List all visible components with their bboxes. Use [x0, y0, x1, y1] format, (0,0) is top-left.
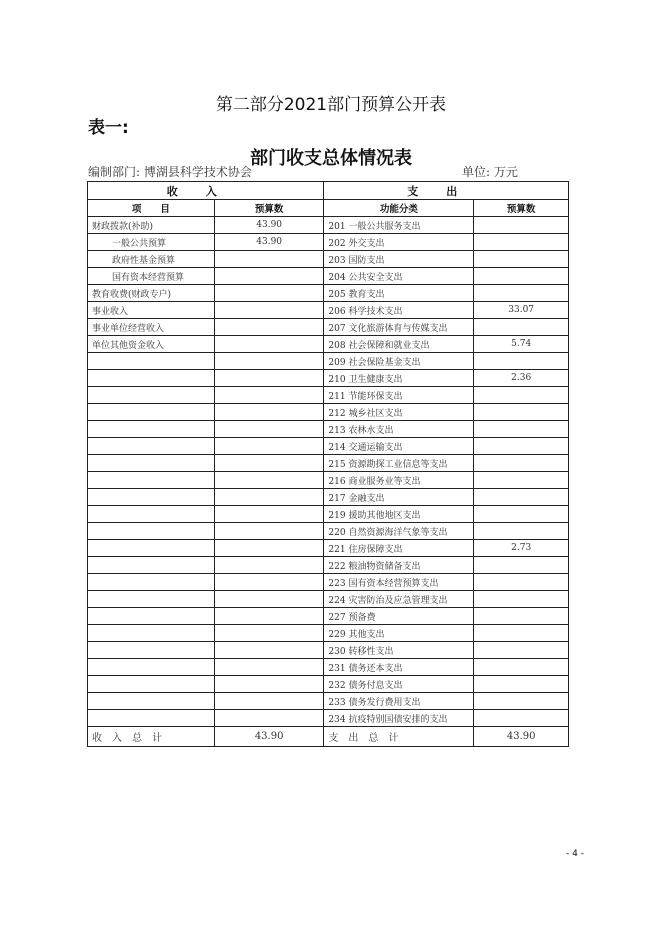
income-value	[214, 472, 324, 489]
expense-item: 220 自然资源海洋气象等支出	[324, 523, 474, 540]
expense-item: 229 其他支出	[324, 625, 474, 642]
section-label: 表一:	[88, 118, 129, 138]
expense-item: 209 社会保险基金支出	[324, 353, 474, 370]
unit-label: 单位: 万元	[462, 165, 518, 179]
expense-value	[474, 574, 569, 591]
expense-value	[474, 421, 569, 438]
expense-value	[474, 523, 569, 540]
table-row	[88, 506, 569, 523]
page-number: - 4 -	[566, 849, 584, 859]
expense-item: 206 科学技术支出	[324, 302, 474, 319]
income-total-value: 43.90	[214, 727, 324, 747]
expense-item: 222 粮油物资储备支出	[324, 557, 474, 574]
column-header-row	[88, 200, 569, 217]
income-value	[214, 591, 324, 608]
table-row	[88, 676, 569, 693]
expense-total-value: 43.90	[474, 727, 569, 747]
expense-value	[474, 234, 569, 251]
income-header: 收入	[88, 182, 324, 200]
expense-item: 227 预备费	[324, 608, 474, 625]
budget-table	[87, 181, 569, 747]
income-value	[214, 285, 324, 302]
expense-item: 230 转移性支出	[324, 642, 474, 659]
table-row	[88, 455, 569, 472]
income-value	[214, 387, 324, 404]
income-value	[214, 489, 324, 506]
income-value	[214, 336, 324, 353]
income-item: 国有资本经营预算	[88, 268, 215, 285]
expense-value	[474, 710, 569, 727]
income-value	[214, 455, 324, 472]
expense-item: 202 外交支出	[324, 234, 474, 251]
table-row	[88, 234, 569, 251]
table-row	[88, 710, 569, 727]
income-item	[88, 489, 215, 506]
expense-item: 213 农林水支出	[324, 421, 474, 438]
income-value	[214, 659, 324, 676]
income-item: 单位其他资金收入	[88, 336, 215, 353]
income-item	[88, 659, 215, 676]
expense-value	[474, 319, 569, 336]
expense-value	[474, 353, 569, 370]
table-row	[88, 540, 569, 557]
income-item	[88, 591, 215, 608]
header-row	[88, 182, 569, 200]
totals-row	[88, 727, 569, 747]
expense-item: 231 债务还本支出	[324, 659, 474, 676]
income-value	[214, 370, 324, 387]
table-row	[88, 608, 569, 625]
item-header: 项 目	[88, 200, 215, 217]
income-item	[88, 710, 215, 727]
income-item	[88, 693, 215, 710]
income-item	[88, 642, 215, 659]
expense-value	[474, 642, 569, 659]
expense-value	[474, 557, 569, 574]
expense-value	[474, 217, 569, 234]
income-item: 事业收入	[88, 302, 215, 319]
expense-item: 208 社会保障和就业支出	[324, 336, 474, 353]
income-value	[214, 506, 324, 523]
function-header: 功能分类	[324, 200, 474, 217]
expense-value	[474, 455, 569, 472]
table-row	[88, 489, 569, 506]
table-row	[88, 642, 569, 659]
expense-value	[474, 438, 569, 455]
expense-value	[474, 591, 569, 608]
income-value	[214, 438, 324, 455]
income-item	[88, 523, 215, 540]
budget-header-2: 预算数	[474, 200, 569, 217]
table-row	[88, 370, 569, 387]
income-value	[214, 710, 324, 727]
expense-value	[474, 285, 569, 302]
table-row	[88, 217, 569, 234]
table-row	[88, 574, 569, 591]
expense-value	[474, 659, 569, 676]
table-row	[88, 319, 569, 336]
expense-total-label: 支 出 总 计	[324, 727, 474, 747]
expense-item: 223 国有资本经营预算支出	[324, 574, 474, 591]
table-row	[88, 659, 569, 676]
expense-value	[474, 608, 569, 625]
expense-item: 215 资源勘探工业信息等支出	[324, 455, 474, 472]
expense-item: 210 卫生健康支出	[324, 370, 474, 387]
table-row	[88, 421, 569, 438]
table-row	[88, 438, 569, 455]
expense-item: 234 抗疫特别国债安排的支出	[324, 710, 474, 727]
income-item	[88, 472, 215, 489]
expense-item: 203 国防支出	[324, 251, 474, 268]
expense-item: 217 金融支出	[324, 489, 474, 506]
income-item	[88, 421, 215, 438]
expense-value: 5.74	[474, 336, 569, 353]
expense-value: 2.36	[474, 370, 569, 387]
page-title: 第二部分2021部门预算公开表	[215, 95, 447, 115]
expense-value	[474, 251, 569, 268]
expense-item: 219 援助其他地区支出	[324, 506, 474, 523]
table-row	[88, 591, 569, 608]
income-value	[214, 319, 324, 336]
expense-item: 233 债务发行费用支出	[324, 693, 474, 710]
expense-value	[474, 693, 569, 710]
income-value	[214, 302, 324, 319]
income-item	[88, 438, 215, 455]
table-row	[88, 387, 569, 404]
expense-value: 2.73	[474, 540, 569, 557]
table-row	[88, 625, 569, 642]
income-value	[214, 574, 324, 591]
table-row	[88, 268, 569, 285]
expense-header: 支出	[324, 182, 569, 200]
income-item: 政府性基金预算	[88, 251, 215, 268]
expense-item: 224 灾害防治及应急管理支出	[324, 591, 474, 608]
income-item	[88, 540, 215, 557]
table-row	[88, 693, 569, 710]
income-value	[214, 523, 324, 540]
expense-item: 211 节能环保支出	[324, 387, 474, 404]
table-title: 部门收支总体情况表	[250, 148, 412, 169]
income-value	[214, 540, 324, 557]
income-total-label: 收 入 总 计	[88, 727, 215, 747]
expense-value	[474, 676, 569, 693]
income-item: 财政拨款(补助)	[88, 217, 215, 234]
table-row	[88, 336, 569, 353]
income-value	[214, 251, 324, 268]
expense-item: 205 教育支出	[324, 285, 474, 302]
table-row	[88, 557, 569, 574]
income-item	[88, 625, 215, 642]
expense-item: 212 城乡社区支出	[324, 404, 474, 421]
expense-value	[474, 625, 569, 642]
income-item	[88, 557, 215, 574]
budget-header: 预算数	[214, 200, 324, 217]
income-value	[214, 421, 324, 438]
income-item: 事业单位经营收入	[88, 319, 215, 336]
table-row	[88, 251, 569, 268]
income-value	[214, 608, 324, 625]
expense-item: 232 债务付息支出	[324, 676, 474, 693]
expense-item: 207 文化旅游体育与传媒支出	[324, 319, 474, 336]
expense-value: 33.07	[474, 302, 569, 319]
income-item: 一般公共预算	[88, 234, 215, 251]
expense-value	[474, 268, 569, 285]
income-item	[88, 506, 215, 523]
table-row	[88, 523, 569, 540]
income-value	[214, 642, 324, 659]
expense-item: 221 住房保障支出	[324, 540, 474, 557]
expense-item: 204 公共安全支出	[324, 268, 474, 285]
income-item	[88, 608, 215, 625]
expense-item: 216 商业服务业等支出	[324, 472, 474, 489]
expense-value	[474, 506, 569, 523]
expense-value	[474, 404, 569, 421]
expense-item: 214 交通运输支出	[324, 438, 474, 455]
income-value	[214, 625, 324, 642]
table-row	[88, 302, 569, 319]
income-value: 43.90	[214, 217, 324, 234]
table-row	[88, 472, 569, 489]
expense-value	[474, 472, 569, 489]
income-value	[214, 404, 324, 421]
income-value	[214, 557, 324, 574]
table-row	[88, 404, 569, 421]
income-value	[214, 693, 324, 710]
income-item	[88, 676, 215, 693]
income-item	[88, 353, 215, 370]
income-item	[88, 574, 215, 591]
income-item	[88, 455, 215, 472]
table-row	[88, 353, 569, 370]
income-item	[88, 404, 215, 421]
income-item	[88, 370, 215, 387]
org-label: 编制部门: 博湖县科学技术协会	[88, 165, 252, 179]
expense-item: 201 一般公共服务支出	[324, 217, 474, 234]
expense-value	[474, 489, 569, 506]
income-value	[214, 353, 324, 370]
income-item: 教育收费(财政专户)	[88, 285, 215, 302]
table-row	[88, 285, 569, 302]
income-value	[214, 676, 324, 693]
income-item	[88, 387, 215, 404]
income-value	[214, 268, 324, 285]
income-value: 43.90	[214, 234, 324, 251]
expense-value	[474, 387, 569, 404]
